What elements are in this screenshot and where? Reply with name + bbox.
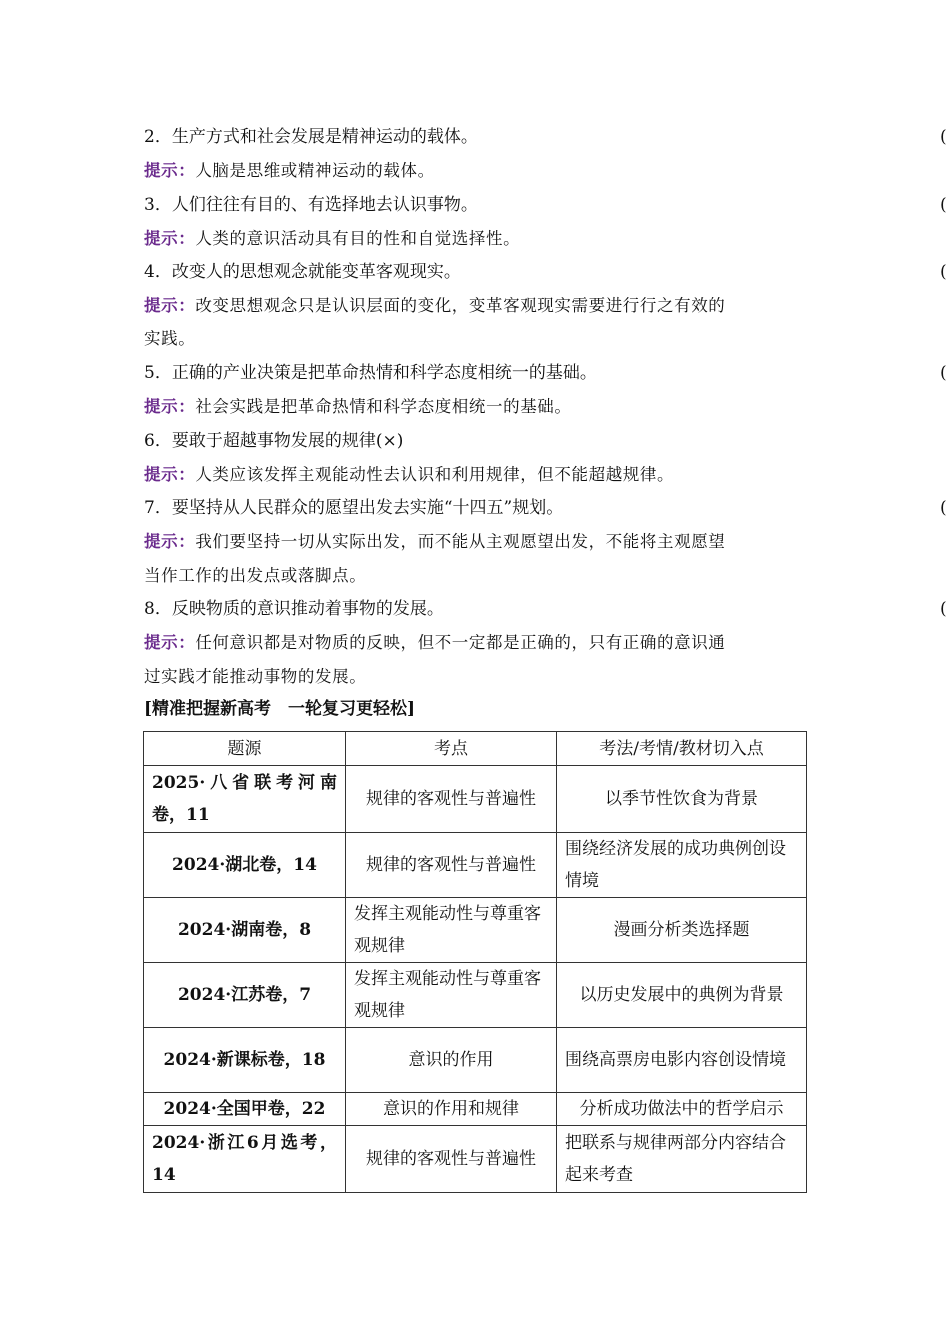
hint-3: [144, 227, 520, 251]
question-5: 5．正确的产业决策是把革命热情和科学态度相统一的基础。: [144, 363, 597, 383]
cell-point: 意识的作用: [346, 1028, 557, 1093]
header-source: 题源: [144, 732, 346, 766]
cell-point: 规律的客观性与普遍性: [346, 766, 557, 833]
cell-point: 规律的客观性与普遍性: [346, 1126, 557, 1193]
question-8: 8．反映物质的意识推动着事物的发展。: [144, 599, 444, 619]
answer-paren: (: [940, 195, 947, 215]
table-row: [144, 833, 807, 898]
hint-8: [144, 631, 725, 655]
question-6: 6．要敢于超越事物发展的规律(×): [144, 431, 404, 451]
question-2: 2．生产方式和社会发展是精神运动的载体。: [144, 127, 478, 147]
hint-label: 提示：: [144, 296, 196, 315]
cell-method: 以季节性饮食为背景: [557, 766, 807, 833]
hint-4: [144, 294, 725, 318]
table-row: [144, 898, 807, 963]
cell-point: 发挥主观能动性与尊重客观规律: [346, 963, 557, 1028]
table-row: [144, 766, 807, 833]
table-row: [144, 1028, 807, 1093]
hint-8-cont: 过实践才能推动事物的发展。: [144, 667, 367, 686]
cell-source: 2024·湖北卷，14: [144, 833, 346, 898]
answer-paren: (: [940, 599, 947, 619]
hint-text: 人类应该发挥主观能动性去认识和利用规律，但不能超越规律。: [195, 465, 675, 484]
cell-source: 2024·浙江6月选考，14: [144, 1126, 346, 1193]
hint-label: 提示：: [144, 532, 196, 551]
table-row: [144, 1126, 807, 1193]
cell-method: 漫画分析类选择题: [557, 898, 807, 963]
hint-text: 改变思想观念只是认识层面的变化，变革客观现实需要进行行之有效的: [195, 296, 726, 315]
table-row: [144, 1093, 807, 1126]
hint-text: 人类的意识活动具有目的性和自觉选择性。: [195, 229, 521, 248]
cell-method: 分析成功做法中的哲学启示: [557, 1093, 807, 1126]
hint-text: 任何意识都是对物质的反映，但不一定都是正确的，只有正确的意识通: [195, 633, 726, 652]
hint-label: 提示：: [144, 397, 196, 416]
cell-source: 2025·八省联考河南卷，11: [144, 766, 346, 833]
question-3: 3．人们往往有目的、有选择地去认识事物。: [144, 195, 478, 215]
cell-source: 2024·全国甲卷，22: [144, 1093, 346, 1126]
cell-method: 以历史发展中的典例为背景: [557, 963, 807, 1028]
cell-source: 2024·湖南卷，8: [144, 898, 346, 963]
hint-6: [144, 463, 674, 487]
table-row: [144, 963, 807, 1028]
cell-point: 意识的作用和规律: [346, 1093, 557, 1126]
cell-point: 规律的客观性与普遍性: [346, 833, 557, 898]
cell-method: 把联系与规律两部分内容结合起来考查: [557, 1126, 807, 1193]
header-point: 考点: [346, 732, 557, 766]
answer-paren: (: [940, 363, 947, 383]
hint-label: 提示：: [144, 229, 196, 248]
section-title: [精准把握新高考 一轮复习更轻松]: [144, 699, 416, 719]
answer-paren: (: [940, 498, 947, 518]
hint-label: 提示：: [144, 161, 196, 180]
question-7: 7．要坚持从人民群众的愿望出发去实施“十四五”规划。: [144, 498, 564, 518]
cell-source: 2024·新课标卷，18: [144, 1028, 346, 1093]
hint-text: 人脑是思维或精神运动的载体。: [195, 161, 435, 180]
exam-table: [143, 731, 807, 1193]
cell-point: 发挥主观能动性与尊重客观规律: [346, 898, 557, 963]
hint-label: 提示：: [144, 465, 196, 484]
question-4: 4．改变人的思想观念就能变革客观现实。: [144, 262, 461, 282]
hint-7: [144, 530, 725, 554]
hint-2: [144, 159, 435, 183]
header-method: 考法/考情/教材切入点: [557, 732, 807, 766]
hint-text: 我们要坚持一切从实际出发，而不能从主观愿望出发，不能将主观愿望: [195, 532, 726, 551]
answer-paren: (: [940, 262, 947, 282]
table-header-row: [144, 732, 807, 766]
hint-4-cont: 实践。: [144, 329, 196, 348]
cell-method: 围绕经济发展的成功典例创设情境: [557, 833, 807, 898]
hint-5: [144, 395, 572, 419]
cell-source: 2024·江苏卷，7: [144, 963, 346, 1028]
hint-7-cont: 当作工作的出发点或落脚点。: [144, 566, 367, 585]
answer-paren: (: [940, 127, 947, 147]
cell-method: 围绕高票房电影内容创设情境: [557, 1028, 807, 1093]
hint-label: 提示：: [144, 633, 196, 652]
hint-text: 社会实践是把革命热情和科学态度相统一的基础。: [195, 397, 572, 416]
